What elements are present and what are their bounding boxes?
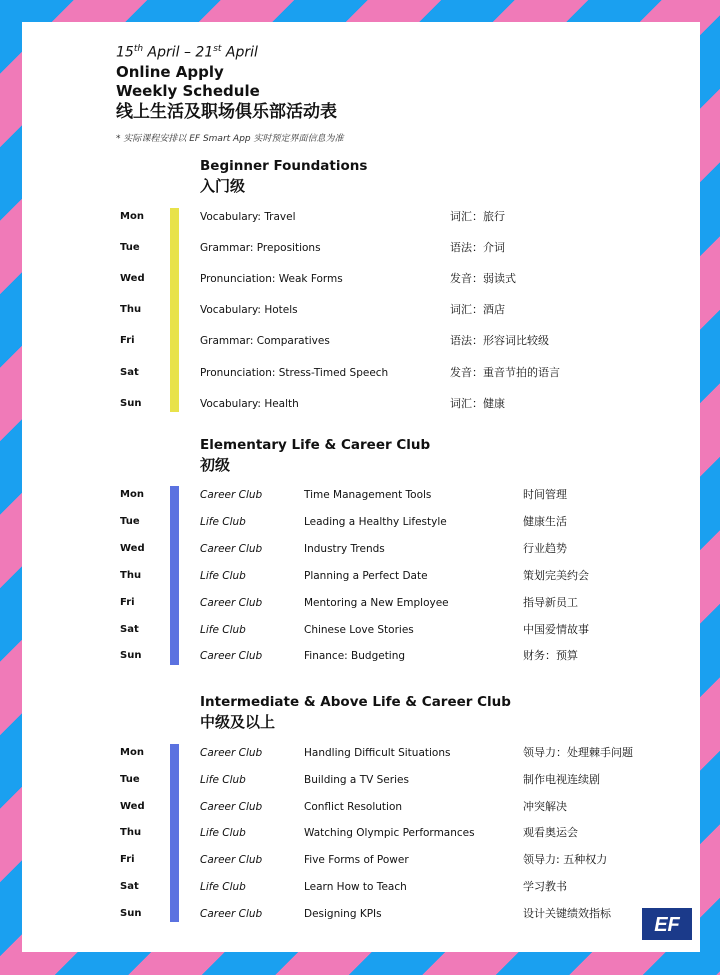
title-chinese: 线上生活及职场俱乐部活动表 (116, 101, 337, 122)
schedule-row (22, 486, 700, 504)
row-topic: Industry Trends (304, 542, 385, 555)
schedule-row (22, 301, 700, 319)
schedule-row (22, 771, 700, 789)
row-topic-chinese: 指导新员工 (523, 595, 578, 609)
row-topic: Building a TV Series (304, 773, 409, 786)
row-topic: Leading a Healthy Lifestyle (304, 515, 447, 528)
row-topic: Chinese Love Stories (304, 623, 414, 636)
row-club: Career Club (200, 854, 263, 867)
row-day: Thu (120, 569, 142, 581)
row-day: Tue (120, 242, 140, 254)
row-day: Mon (120, 747, 144, 758)
schedule-row (22, 594, 700, 612)
row-topic-chinese: 发音：重音节拍的语言 (450, 365, 560, 379)
schedule-row (22, 395, 700, 413)
schedule-row (22, 513, 700, 531)
row-topic: Vocabulary: Hotels (200, 304, 298, 317)
schedule-row (22, 798, 700, 816)
row-club: Career Club (200, 650, 263, 663)
row-topic-chinese: 领导力: 五种权力 (523, 853, 608, 867)
row-day: Fri (120, 596, 135, 608)
section-title-intermediate: Intermediate & Above Life & Career Club 中级及以上 (200, 694, 511, 731)
schedule-row (22, 905, 700, 923)
section-title-elementary: Elementary Life & Career Club 初级 (200, 437, 431, 474)
row-club: Career Club (200, 489, 263, 501)
section-title-beginner: Beginner Foundations 入门级 (200, 158, 368, 195)
row-topic-chinese: 词汇：健康 (450, 396, 505, 410)
row-topic-chinese: 词汇：旅行 (450, 210, 505, 223)
title-weekly-schedule: Weekly Schedule (116, 81, 260, 100)
row-day: Tue (120, 773, 140, 785)
row-day: Wed (120, 542, 145, 554)
row-day: Mon (120, 211, 144, 222)
row-day: Sun (120, 397, 142, 409)
row-topic-chinese: 语法：介词 (450, 241, 505, 255)
schedule-row (22, 878, 700, 896)
row-topic-chinese: 观看奥运会 (523, 826, 578, 840)
row-club: Career Club (200, 800, 263, 813)
row-day: Wed (120, 273, 145, 285)
schedule-header (116, 40, 337, 123)
schedule-row (22, 647, 700, 665)
row-topic: Watching Olympic Performances (304, 827, 475, 840)
row-topic-chinese: 策划完美约会 (523, 568, 589, 582)
row-topic: Grammar: Prepositions (200, 242, 321, 255)
row-day: Thu (120, 827, 142, 839)
row-topic-chinese: 中国爱情故事 (523, 622, 589, 636)
schedule-row (22, 567, 700, 585)
row-club: Career Club (200, 907, 263, 920)
row-day: Mon (120, 489, 144, 500)
row-topic: Grammar: Comparatives (200, 335, 330, 348)
row-day: Sat (120, 366, 139, 378)
row-club: Life Club (200, 569, 246, 582)
schedule-card (22, 22, 700, 952)
row-topic: Pronunciation: Stress-Timed Speech (200, 366, 389, 379)
row-club: Career Club (200, 596, 263, 609)
schedule-row (22, 270, 700, 288)
row-topic-chinese: 财务：预算 (523, 649, 578, 663)
row-topic-chinese: 行业趋势 (523, 541, 567, 555)
row-topic: Designing KPIs (304, 907, 382, 920)
row-topic-chinese: 领导力：处理棘手问题 (523, 746, 633, 759)
row-day: Tue (120, 515, 140, 527)
row-club: Life Club (200, 623, 246, 636)
svg-text:EF: EF (654, 914, 680, 936)
row-club: Life Club (200, 773, 246, 786)
row-topic: Vocabulary: Travel (200, 211, 296, 223)
row-topic-chinese: 设计关键绩效指标 (523, 906, 611, 920)
row-topic: Pronunciation: Weak Forms (200, 273, 343, 286)
row-topic: Planning a Perfect Date (304, 569, 428, 582)
row-topic: Learn How to Teach (304, 881, 407, 893)
row-topic-chinese: 语法：形容词比较级 (450, 334, 549, 348)
row-day: Sat (120, 623, 139, 635)
row-topic-chinese: 发音：弱读式 (450, 272, 516, 286)
row-topic: Time Management Tools (304, 489, 432, 501)
row-club: Career Club (200, 747, 263, 759)
row-day: Fri (120, 335, 135, 347)
schedule-row (22, 364, 700, 382)
row-topic: Five Forms of Power (304, 854, 409, 867)
schedule-note: * 实际课程安排以 EF Smart App 实时预定界面信息为准 (116, 134, 344, 144)
row-topic-chinese: 时间管理 (523, 488, 567, 501)
row-topic-chinese: 学习教书 (523, 880, 567, 893)
title-online-apply: Online Apply (116, 62, 224, 81)
row-topic-chinese: 健康生活 (523, 514, 567, 528)
row-club: Career Club (200, 542, 263, 555)
schedule-row (22, 744, 700, 762)
row-topic: Mentoring a New Employee (304, 596, 449, 609)
date-range: 15th April – 21st April (116, 44, 258, 61)
row-topic: Conflict Resolution (304, 800, 403, 813)
row-topic: Handling Difficult Situations (304, 747, 451, 759)
schedule-row (22, 332, 700, 350)
schedule-row (22, 621, 700, 639)
row-club: Life Club (200, 515, 246, 528)
row-day: Wed (120, 800, 145, 812)
row-topic-chinese: 词汇：酒店 (450, 303, 505, 317)
schedule-row (22, 824, 700, 842)
row-topic-chinese: 冲突解决 (523, 799, 567, 813)
row-day: Sun (120, 907, 142, 919)
row-topic-chinese: 制作电视连续剧 (523, 772, 600, 786)
row-club: Life Club (200, 881, 246, 893)
schedule-row (22, 540, 700, 558)
schedule-row (22, 851, 700, 869)
row-topic: Finance: Budgeting (304, 650, 406, 663)
row-day: Fri (120, 854, 135, 866)
schedule-row (22, 239, 700, 257)
row-topic: Vocabulary: Health (200, 397, 299, 410)
schedule-row (22, 208, 700, 226)
row-day: Sat (120, 881, 139, 892)
row-club: Life Club (200, 827, 246, 840)
ef-logo (642, 908, 692, 940)
row-day: Sun (120, 650, 142, 662)
row-day: Thu (120, 304, 142, 316)
